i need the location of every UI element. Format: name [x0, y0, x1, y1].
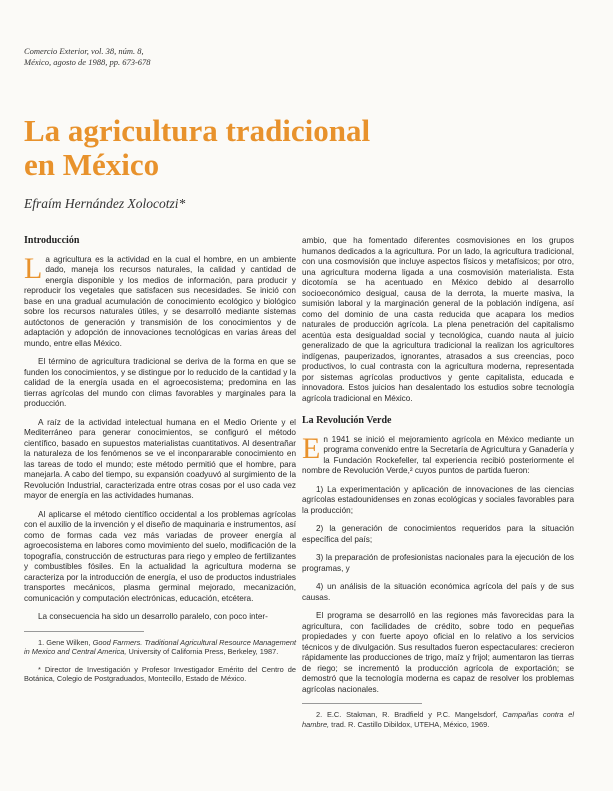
citation-line-1: Comercio Exterior, vol. 38, núm. 8,: [24, 46, 144, 56]
footnote-divider: [302, 703, 422, 704]
drop-cap: E: [302, 431, 321, 465]
footnote-text: University of California Press, Berkeley, 1987.: [126, 647, 279, 656]
drop-cap: L: [24, 251, 43, 285]
paragraph-text: n 1941 se inició el mejoramiento agrícola en México mediante un programa convenido entre la Secretaría de Agricultura y Ganadería y la Fundación Rockefeller, tal experiencia recibió posteriormente el nombre de Revolución Verde,² cuyos puntos de partida fueron:: [302, 434, 574, 475]
paragraph: Al aplicarse el método científico occidental a los problemas agrícolas con el auxilio de la invención y el diseño de maquinaria e instrumentos, así como de formas cada vez más variadas de proveer energía al agroecosistema en labores como movimiento del suelo, modificación de la topografía, construcción de estructuras para riego y empleo de fertilizantes y combustibles fósiles. En la actualidad la agricultura moderna se caracteriza por la introducción de energía, el uso de productos industriales transportes mecánicos, plasma germinal mejorado, mecanización, comunicación y computación electrónicas, educación, etcétera.: [24, 509, 296, 603]
list-item: 1) La experimentación y aplicación de innovaciones de las ciencias agrícolas estadounidenses en zonas ecológicas y sociales favorables para la producción;: [302, 484, 574, 515]
paragraph: [302, 431, 574, 477]
footnote-text: trad. R. Castillo Dibildox, UTEHA, México, 1969.: [329, 719, 490, 729]
title-line-2: en México: [24, 147, 160, 182]
footnote-author-affiliation: * Director de Investigación y Profesor Investigador Emérito del Centro de Botánica, Colegio de Postgraduados, Montecillo, Estado de México.: [24, 664, 296, 683]
paragraph: [24, 251, 296, 350]
footnote-book-title: Good Farmers. Traditional Agricultural Resource Management in Mexico and Central America,: [24, 637, 297, 656]
right-column: [302, 236, 574, 737]
section-heading-introduccion: Introducción: [24, 235, 80, 246]
paragraph: El programa se desarrolló en las regiones más favorecidas para la agricultura, con facilidades de crédito, sobre todo en pequeñas propiedades y con fuerte apoyo oficial en lo relativo a los servicios técnicos y de divulgación. Sus resultados fueron espectaculares: crecieron rápidamente las producciones de trigo, maíz y frijol; aumentaron las tierras de riego; se incrementó la producción agrícola de exportación; se demostró que la tecnología moderna es capaz de resolver los problemas agrícolas nacionales.: [302, 611, 574, 694]
footnote-divider: [24, 631, 144, 632]
footnote-2: [302, 710, 574, 729]
paragraph-text: a agricultura es la actividad en la cual el hombre, en un ambiente dado, maneja los recursos naturales, la calidad y cantidad de energía disponible y los medios de información, para producir y reproducir los vegetales que satisfacen sus necesidades. Se inició con base en una gradual acumulación de conocimiento ecológico y biológico sobre los recursos naturales útiles, y se desarrolló mediante sistemas autóctonos de generación y transmisión de los conocimientos y de adaptación y adopción de innovaciones tecnológicas en varias áreas del mundo, entre ellas México.: [24, 254, 296, 348]
author-name: Efraím Hernández Xolocotzi*: [24, 196, 186, 211]
paragraph: A raíz de la actividad intelectual humana en el Medio Oriente y el Mediterráneo para generar conocimientos, se configuró el método científico, basado en supuestos materialistas cuantitativos. Al desentrañar la naturaleza de los fenómenos se ve el inconpararable conocimiento en las tareas de todo el mundo; este método permitió que el hombre, para manejarla. A cabo del tiempo, su expansión coadyuvó al surgimiento de la Revolución Industrial, caracterizada entre otras cosas por el uso cada vez mayor de energía en las actividades humanas.: [24, 417, 296, 500]
paragraph: El término de agricultura tradicional se deriva de la forma en que se funden los conocimientos, y se distingue por lo reducido de la cantidad y la calidad de la energía usada en el agroecosistema; predomina en las tierras agrícolas del mundo con climas favorables y marginales para la producción.: [24, 357, 296, 408]
list-item: 4) un análisis de la situación económica agrícola del país y de sus causas.: [302, 582, 574, 602]
footnote-text: 2. E.C. Stakman, R. Bradfield y P.C. Mangelsdorf,: [316, 710, 503, 719]
footnote-1: [24, 638, 296, 657]
article-title: [24, 114, 584, 182]
paragraph: ambio, que ha fomentado diferentes cosmovisiones en los grupos humanos dedicados a la agricultura. Por un lado, la agricultura tradicional, con una cosmovisión que incluye aspectos físicos y metafísicos; por otro, una agricultura moderna ligada a una cosmovisión materialista. Esta dicotomía se ha acentuado en México debido al desarrollo socioeconómico desigual, causa de la derrota, la muerte masiva, la sumisión laboral y la marginación general de la población indígena, así como del dominio de una casta reducida que acapara los medios naturales de producción agrícola. La plena penetración del capitalismo acentúa esta desigualdad social y tecnológica, cuando nauta al juicio generalizado de que la agricultura tradicional la realizan los agricultores indígenas, pauperizados, ignorantes, atrasados a sus creencias, poco productivos, lo cual contrasta con la agricultura moderna, representada por sistemas agrícolas productivos y gente capitalista, educada e innovadora. Estos juicios han desalentado los estudios sobre tecnología agrícola tradicional en México.: [302, 236, 574, 403]
journal-citation: [24, 46, 324, 68]
paragraph: La consecuencia ha sido un desarrollo paralelo, con poco inter-: [38, 612, 268, 621]
section-heading-revolucion-verde: La Revolución Verde: [302, 415, 392, 426]
footnote-book-title: Campañas contra el hambre,: [302, 710, 574, 729]
list-item: 3) la preparación de profesionistas nacionales para la ejecución de los programas, y: [302, 553, 574, 573]
left-column: [24, 236, 296, 692]
title-line-1: La agricultura tradicional: [24, 113, 371, 148]
citation-line-2: México, agosto de 1988, pp. 673-678: [24, 57, 151, 67]
list-item: 2) la generación de conocimientos requeridos para la situación específica del país;: [302, 524, 574, 544]
footnote-text: 1. Gene Wilken,: [38, 637, 93, 647]
